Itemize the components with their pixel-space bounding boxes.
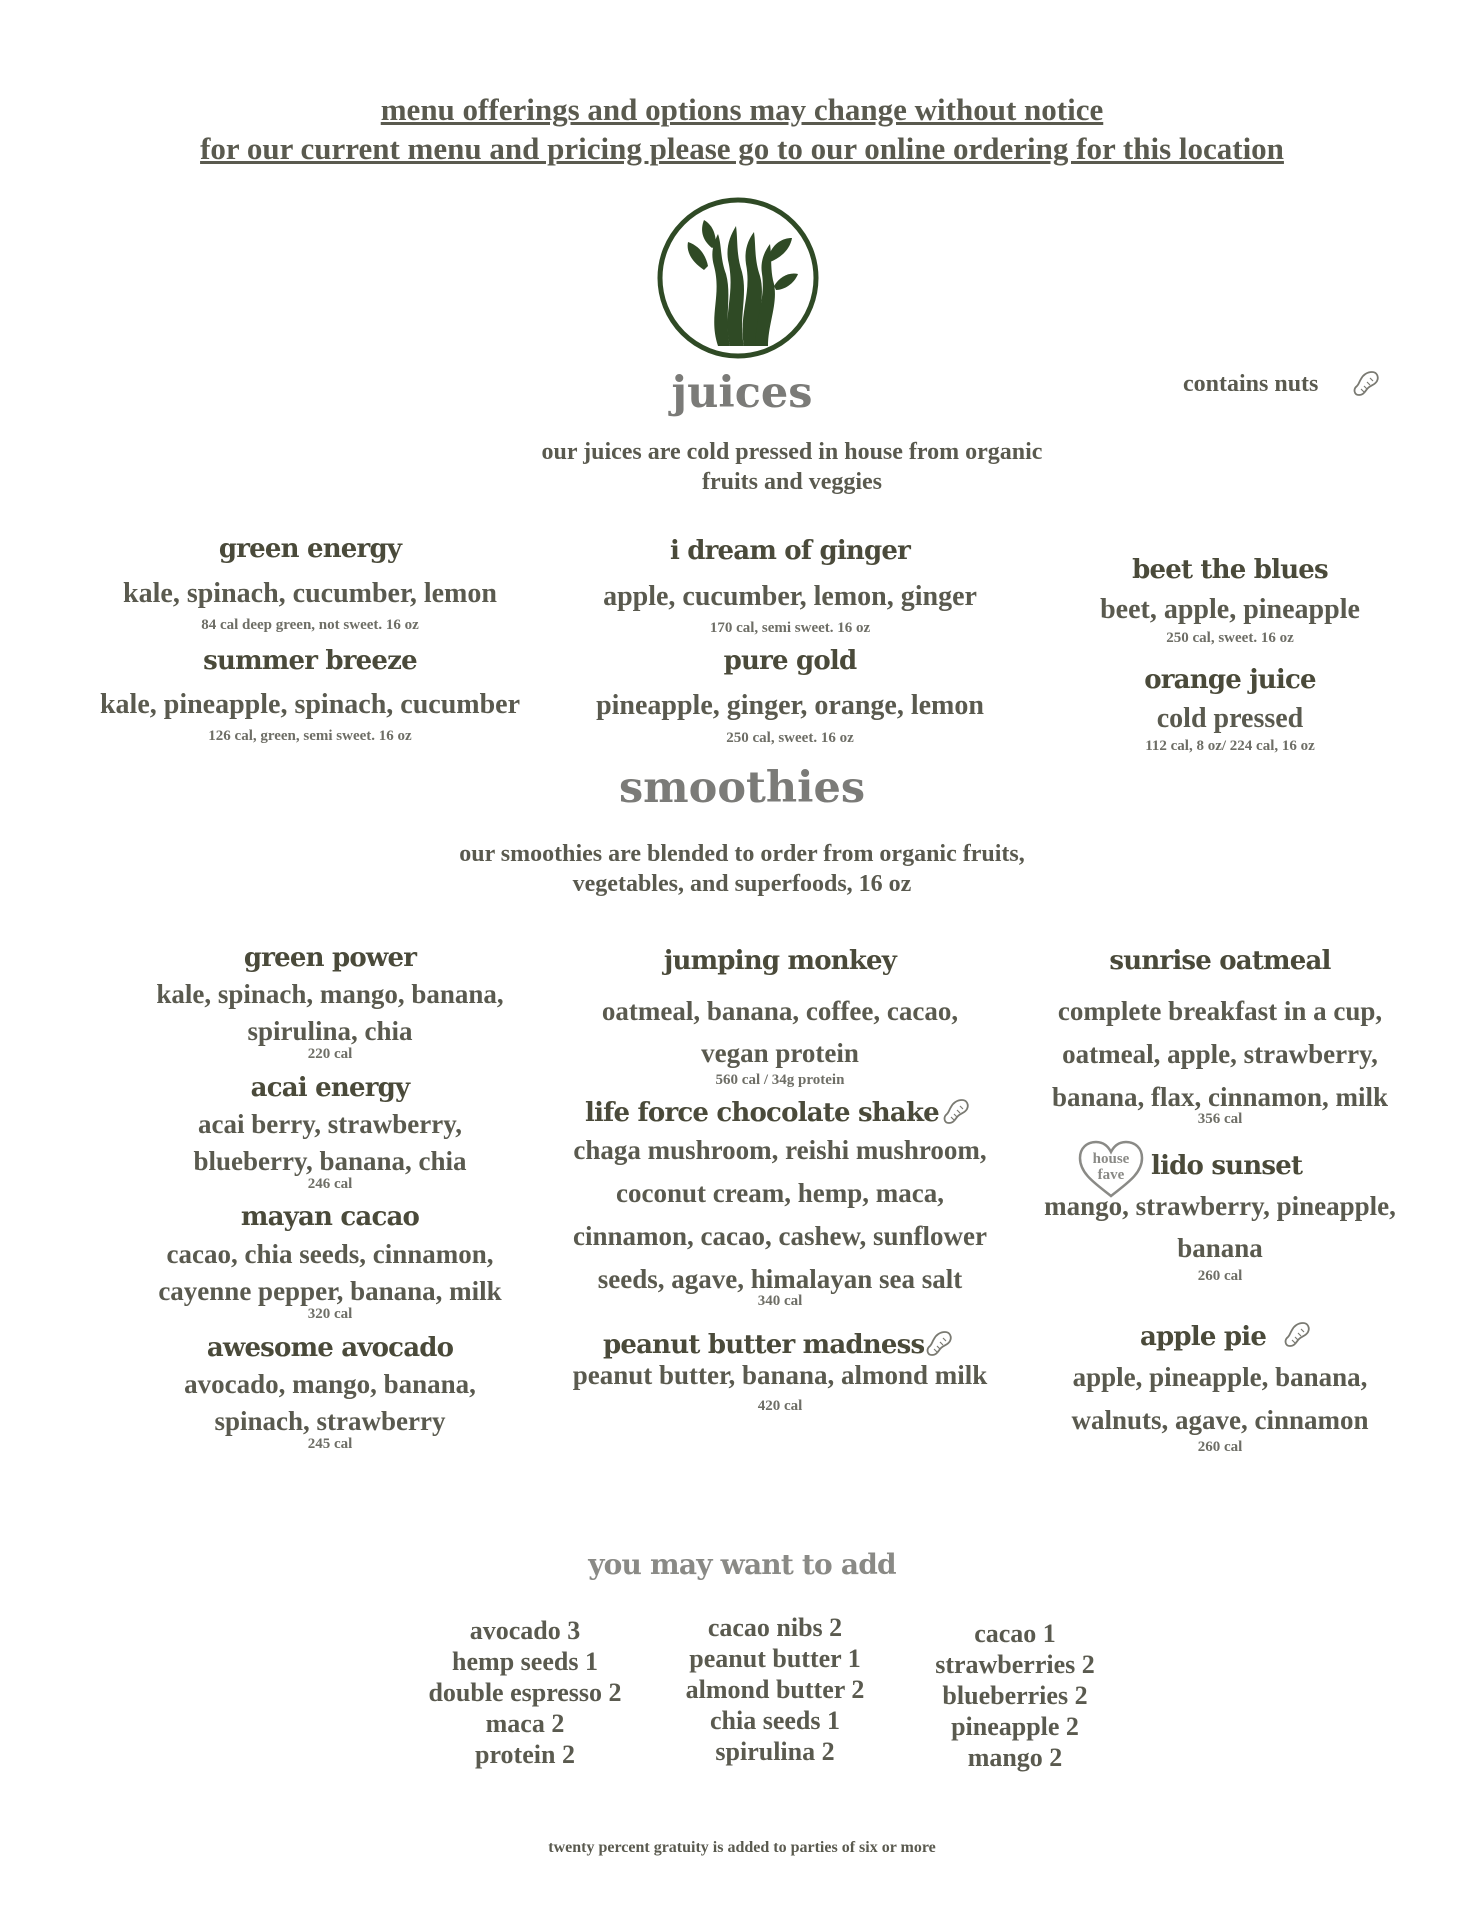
addons-column-2	[655, 1612, 895, 1767]
addon-item: hemp seeds 1	[452, 1647, 598, 1676]
addon-item: cacao nibs 2	[707, 1613, 843, 1642]
smoothie-desc-line: mango, strawberry, pineapple,	[1044, 1191, 1396, 1221]
notice-line-2[interactable]: for our current menu and pricing please go to our online ordering for this location	[200, 131, 1284, 166]
peanut-icon	[1281, 1319, 1313, 1351]
gratuity-footer: twenty percent gratuity is added to parties of six or more	[548, 1839, 936, 1856]
juice-name: summer breeze	[203, 646, 417, 676]
smoothie-desc-line: avocado, mango, banana,	[184, 1369, 476, 1399]
juice-desc: apple, cucumber, lemon, ginger	[603, 581, 977, 612]
addon-item: protein 2	[475, 1740, 575, 1769]
smoothie-desc-line: cinnamon, cacao, cashew, sunflower	[573, 1221, 987, 1251]
addon-item: blueberries 2	[942, 1681, 1088, 1710]
smoothie-desc	[1000, 990, 1440, 1119]
smoothie-name: jumping monkey	[663, 946, 897, 976]
juice-desc: pineapple, ginger, orange, lemon	[596, 690, 984, 721]
smoothie-desc-line: spirulina, chia	[247, 1016, 413, 1046]
addon-item: spirulina 2	[715, 1737, 835, 1766]
juice-name: i dream of ginger	[669, 536, 911, 566]
smoothie-desc	[110, 1106, 550, 1180]
juice-name: beet the blues	[1132, 555, 1328, 585]
juices-intro-line-1: our juices are cold pressed in house from organic	[541, 439, 1043, 465]
smoothie-desc-line: banana, flax, cinnamon, milk	[1051, 1082, 1389, 1112]
peanut-icon	[923, 1328, 955, 1360]
smoothie-desc	[110, 1236, 550, 1310]
smoothie-desc-line: blueberry, banana, chia	[193, 1146, 467, 1176]
juices-title: juices	[671, 368, 813, 418]
plant-leaves-logo-icon	[656, 196, 820, 360]
smoothie-desc-line: acai berry, strawberry,	[198, 1109, 462, 1139]
smoothie-cal: 246 cal	[307, 1176, 353, 1192]
smoothie-cal: 220 cal	[307, 1046, 353, 1062]
smoothie-name: green power	[243, 943, 417, 973]
smoothie-desc-line: spinach, strawberry	[214, 1406, 446, 1436]
smoothie-cal: 245 cal	[307, 1436, 353, 1452]
smoothie-cal: 320 cal	[307, 1306, 353, 1322]
smoothie-name: life force chocolate shake	[585, 1098, 939, 1128]
smoothie-cal: 260 cal	[1197, 1439, 1243, 1455]
smoothie-desc-line: kale, spinach, mango, banana,	[156, 979, 504, 1009]
smoothie-desc-line: coconut cream, hemp, maca,	[616, 1178, 944, 1208]
smoothie-name: peanut butter madness	[603, 1330, 925, 1360]
smoothie-desc	[1010, 1356, 1430, 1442]
peanut-icon	[940, 1096, 972, 1128]
addon-item: mango 2	[967, 1743, 1063, 1772]
juice-desc: kale, spinach, cucumber, lemon	[123, 578, 497, 609]
juices-intro	[442, 437, 1142, 497]
smoothie-desc-line: cacao, chia seeds, cinnamon,	[166, 1239, 494, 1269]
juice-cal: 250 cal, sweet. 16 oz	[1166, 630, 1294, 646]
addons-column-3	[900, 1618, 1130, 1773]
smoothie-desc-line: complete breakfast in a cup,	[1057, 996, 1383, 1026]
addons-column-1	[405, 1615, 645, 1770]
smoothie-name: apple pie	[1140, 1322, 1267, 1352]
smoothie-name: lido sunset	[1151, 1151, 1303, 1181]
addon-item: cacao 1	[974, 1619, 1056, 1648]
juice-desc: cold pressed	[1156, 703, 1304, 734]
smoothie-cal: 420 cal	[757, 1398, 803, 1414]
house-fave-badge: house fave	[1092, 1151, 1130, 1183]
juice-cal: 112 cal, 8 oz/ 224 cal, 16 oz	[1145, 738, 1315, 754]
smoothie-cal: 260 cal	[1197, 1268, 1243, 1284]
smoothies-intro-line-2: vegetables, and superfoods, 16 oz	[572, 871, 912, 897]
juice-desc: beet, apple, pineapple	[1100, 594, 1360, 625]
juice-cal: 170 cal, semi sweet. 16 oz	[709, 620, 871, 636]
smoothie-desc-line: apple, pineapple, banana,	[1072, 1362, 1368, 1392]
juices-intro-line-2: fruits and veggies	[702, 469, 882, 495]
smoothie-desc-line: seeds, agave, himalayan sea salt	[597, 1264, 963, 1294]
smoothie-cal: 356 cal	[1197, 1111, 1243, 1127]
juice-cal: 84 cal deep green, not sweet. 16 oz	[201, 617, 419, 633]
addon-item: strawberries 2	[935, 1650, 1095, 1679]
smoothie-name: acai energy	[250, 1073, 410, 1103]
juice-name: green energy	[218, 534, 402, 564]
addon-item: double espresso 2	[428, 1678, 622, 1707]
smoothie-desc-line: banana	[1177, 1233, 1263, 1263]
smoothie-desc-line: walnuts, agave, cinnamon	[1071, 1405, 1369, 1435]
smoothie-desc	[540, 1360, 1020, 1391]
smoothie-desc	[1010, 1185, 1430, 1269]
peanut-icon	[1350, 368, 1382, 400]
smoothie-name: awesome avocado	[206, 1333, 454, 1363]
juice-name: pure gold	[723, 646, 857, 676]
smoothies-intro-line-1: our smoothies are blended to order from organic fruits,	[459, 841, 1025, 867]
addon-item: chia seeds 1	[710, 1706, 840, 1735]
smoothies-title: smoothies	[618, 763, 866, 813]
addons-title: you may want to add	[588, 1548, 896, 1581]
smoothie-cal: 560 cal / 34g protein	[715, 1072, 845, 1088]
smoothie-desc	[110, 976, 550, 1050]
addon-item: maca 2	[485, 1709, 565, 1738]
addon-item: avocado 3	[469, 1616, 581, 1645]
juice-name: orange juice	[1144, 665, 1316, 695]
smoothies-intro	[392, 839, 1092, 899]
juice-cal: 126 cal, green, semi sweet. 16 oz	[208, 728, 412, 744]
smoothie-desc-line: chaga mushroom, reishi mushroom,	[573, 1135, 987, 1165]
addon-item: pineapple 2	[951, 1712, 1079, 1741]
addon-item: peanut butter 1	[689, 1644, 861, 1673]
contains-nuts-label: contains nuts	[1183, 371, 1319, 397]
smoothie-desc-line: vegan protein	[701, 1038, 859, 1068]
smoothie-desc-line: cayenne pepper, banana, milk	[158, 1276, 502, 1306]
smoothie-desc-line: oatmeal, banana, coffee, cacao,	[601, 996, 959, 1026]
smoothie-desc-line: peanut butter, banana, almond milk	[572, 1360, 988, 1390]
smoothie-name: mayan cacao	[240, 1202, 420, 1232]
addon-item: almond butter 2	[685, 1675, 865, 1704]
juice-desc: kale, pineapple, spinach, cucumber	[99, 689, 521, 720]
notice-line-1: menu offerings and options may change without notice	[380, 92, 1104, 127]
smoothie-name: sunrise oatmeal	[1109, 946, 1331, 976]
smoothie-cal: 340 cal	[757, 1293, 803, 1309]
juice-cal: 250 cal, sweet. 16 oz	[726, 730, 854, 746]
smoothie-desc	[550, 990, 1010, 1074]
smoothie-desc	[110, 1366, 550, 1440]
smoothie-desc	[540, 1129, 1020, 1301]
smoothie-desc-line: oatmeal, apple, strawberry,	[1062, 1039, 1378, 1069]
